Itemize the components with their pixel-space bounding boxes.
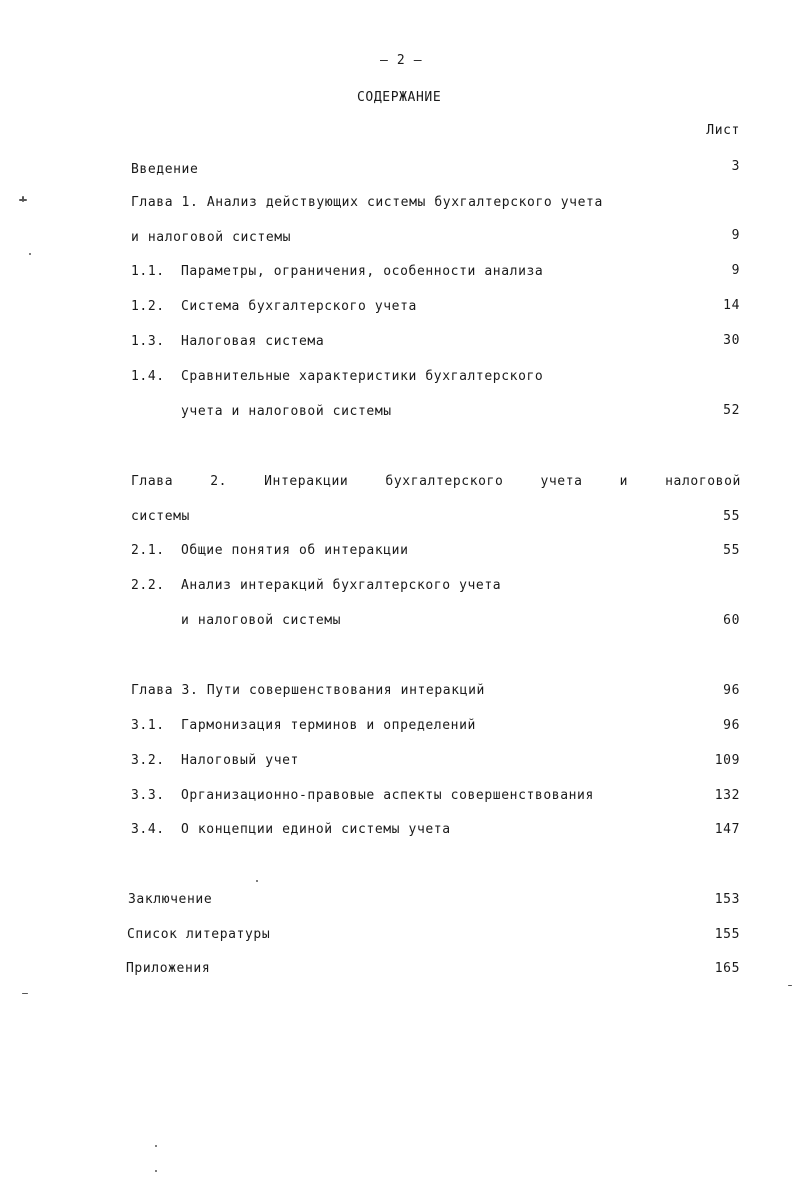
toc-ch2-title-line1 (131, 474, 741, 490)
page-number: – 2 – (380, 53, 423, 68)
page-title: СОДЕРЖАНИЕ (357, 90, 442, 105)
toc-1-3-page: 30 (723, 333, 740, 348)
toc-ch1-title-line2: и налоговой системы (131, 230, 292, 245)
toc-conclusion-label: Заключение (128, 892, 213, 907)
scan-speck (155, 1145, 157, 1147)
toc-ch3-page: 96 (723, 683, 740, 698)
toc-3-3-label: Организационно-правовые аспекты совершенствования (181, 788, 594, 803)
toc-2-2-num: 2.2. (131, 578, 165, 593)
toc-2-2-label-line1: Анализ интеракций бухгалтерского учета (181, 578, 502, 593)
toc-3-1-label: Гармонизация терминов и определений (181, 718, 476, 733)
toc-1-4-page: 52 (723, 403, 740, 418)
toc-1-3-label: Налоговая система (181, 334, 325, 349)
toc-intro-label: Введение (131, 162, 199, 177)
toc-3-3-num: 3.3. (131, 788, 165, 803)
toc-ch1-page: 9 (731, 228, 740, 243)
toc-ch2-word: бухгалтерского (385, 474, 504, 489)
toc-3-1-num: 3.1. (131, 718, 165, 733)
toc-2-1-page: 55 (723, 543, 740, 558)
toc-2-2-label-line2: и налоговой системы (181, 613, 342, 628)
scan-speck (22, 993, 28, 994)
toc-appendices-label: Приложения (126, 961, 211, 976)
page-column-label: Лист (706, 123, 740, 138)
toc-3-3-page: 132 (714, 788, 740, 803)
scan-speck (256, 880, 258, 882)
toc-1-2-label: Система бухгалтерского учета (181, 299, 417, 314)
scan-speck (788, 985, 792, 986)
toc-2-2-page: 60 (723, 613, 740, 628)
toc-1-4-num: 1.4. (131, 369, 165, 384)
toc-2-1-num: 2.1. (131, 543, 165, 558)
scan-speck (29, 253, 31, 255)
toc-ch2-word: Глава (131, 474, 174, 489)
toc-ch2-word: учета (540, 474, 583, 489)
scan-speck (155, 1170, 157, 1172)
toc-1-2-num: 1.2. (131, 299, 165, 314)
toc-ch3-title: Глава 3. Пути совершенствования интеракций (131, 683, 485, 698)
toc-ch2-word: и (619, 474, 629, 489)
toc-3-4-page: 147 (714, 822, 740, 837)
toc-ch2-page: 55 (723, 509, 740, 524)
toc-1-2-page: 14 (723, 298, 740, 313)
toc-ch1-title-line1: Глава 1. Анализ действующих системы бухгалтерского учета (131, 195, 603, 210)
toc-3-2-label: Налоговый учет (181, 753, 299, 768)
toc-1-3-num: 1.3. (131, 334, 165, 349)
toc-intro-page: 3 (731, 159, 740, 174)
toc-ch2-word: 2. (210, 474, 228, 489)
toc-references-page: 155 (714, 927, 740, 942)
toc-1-4-label-line1: Сравнительные характеристики бухгалтерского (181, 369, 544, 384)
toc-references-label: Список литературы (127, 927, 271, 942)
toc-3-2-page: 109 (714, 753, 740, 768)
toc-conclusion-page: 153 (714, 892, 740, 907)
scan-speck (22, 196, 24, 202)
toc-ch2-title-line2: системы (131, 509, 190, 524)
toc-1-4-label-line2: учета и налоговой системы (181, 404, 392, 419)
toc-ch2-word: налоговой (665, 474, 741, 489)
toc-appendices-page: 165 (714, 961, 740, 976)
toc-1-1-num: 1.1. (131, 264, 165, 279)
toc-3-4-label: О концепции единой системы учета (181, 822, 451, 837)
toc-3-1-page: 96 (723, 718, 740, 733)
toc-1-1-page: 9 (731, 263, 740, 278)
toc-3-2-num: 3.2. (131, 753, 165, 768)
toc-3-4-num: 3.4. (131, 822, 165, 837)
toc-2-1-label: Общие понятия об интеракции (181, 543, 409, 558)
toc-ch2-word: Интеракции (264, 474, 349, 489)
toc-1-1-label: Параметры, ограничения, особенности анализа (181, 264, 544, 279)
